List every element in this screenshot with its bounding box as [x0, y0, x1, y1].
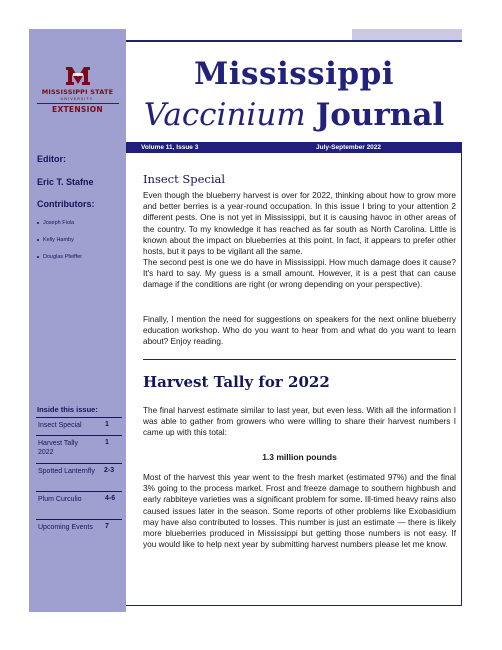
masthead-title-line2 [126, 97, 462, 133]
article1-paragraph-2: The second pest is one we do have in Mississippi. How much damage does it cause? It's hard to say. My guess is a small amount. However, it is a pest that can cause damage if the conditions are right (or wrong depending on your perspective). [143, 258, 456, 290]
masthead-vaccinium: Vaccinium [143, 97, 306, 133]
masthead-title-line1: Mississippi [193, 56, 395, 92]
toc-item-spotted-lanternfly[interactable]: Spotted Lanternfly 2-3 [36, 463, 122, 492]
article2-paragraph-2: Most of the harvest this year went to the fresh market (estimated 97%) and the final 3% going to the process market. Frost and freeze damage to southern highbush and early rabbiteye varieties was a significant problem for some. Ill-timed heavy rains also caused issues later in the season. Some reports of other problems like Exobasidium may have also contributed to losses. This number is just an estimate — there is likely more blueberries produced in Mississippi but getting those numbers is not easy. If you would like to help next year by submitting harvest numbers please let me know. [143, 473, 456, 550]
bullet-icon [37, 222, 39, 224]
article2-paragraph-1: The final harvest estimate similar to last year, but even less. With all the information I was able to gather from growers who were willing to share their harvest numbers I came up with this total: [143, 406, 456, 438]
contributor-item: Kelly Hamby [37, 237, 74, 243]
article-title-harvest-tally: Harvest Tally for 2022 [143, 373, 330, 391]
editor-heading: Editor: [37, 154, 66, 164]
contributor-item: Douglas Pfeiffer [37, 254, 82, 260]
toc-item-upcoming-events[interactable]: Upcoming Events 7 [36, 519, 122, 548]
toc-item-plum-curculio[interactable]: Plum Curculio 4-6 [36, 491, 122, 520]
msu-extension-logo [29, 65, 126, 114]
article1-paragraph-3: Finally, I mention the need for suggestions on speakers for the next online blueberry education workshop. Who do you want to hear from and what do you want to learn about? Enjoy reading. [143, 315, 456, 347]
logo-university-name: MISSISSIPPI STATE [41, 88, 114, 96]
logo-extension: EXTENSION [52, 105, 103, 114]
logo-rule [37, 103, 119, 104]
sidebar [29, 29, 126, 612]
issue-volume: Volume 11, Issue 3 [141, 143, 199, 151]
bullet-icon [37, 256, 39, 258]
masthead-journal: Journal [315, 97, 445, 133]
contributor-item: Joseph Fiola [37, 220, 74, 226]
article1-paragraph-1: Even though the blueberry harvest is over for 2022, thinking about how to grow more and better berries is a year-round occupation. In this issue I bring to your attention 2 different pests. One is not yet in Mississippi, but it is causing havoc in other areas of the country. To my knowledge it has reached as far south as North Carolina. Little is known about the impact on blueberries at this point. In fact, it appears to prefer other hosts, but it pays to be vigilant all the same. [143, 191, 456, 257]
toc-item-insect-special[interactable]: Insect Special 1 [36, 417, 122, 436]
article-title-insect-special: Insect Special [143, 172, 226, 186]
toc-item-harvest-tally[interactable]: Harvest Tally 2022 1 [36, 435, 122, 464]
issue-date: July-September 2022 [316, 143, 382, 151]
toc-heading: Inside this issue: [37, 405, 98, 414]
section-divider [143, 359, 456, 360]
editor-name: Eric T. Stafne [37, 177, 94, 187]
harvest-total: 1.3 million pounds [262, 452, 337, 462]
bullet-icon [37, 239, 39, 241]
contributors-heading: Contributors: [37, 199, 95, 209]
msu-m-logo-icon [65, 65, 91, 87]
issue-bar [126, 142, 462, 153]
logo-university-word: UNIVERSITY. [60, 96, 95, 101]
header-rule [126, 40, 462, 42]
